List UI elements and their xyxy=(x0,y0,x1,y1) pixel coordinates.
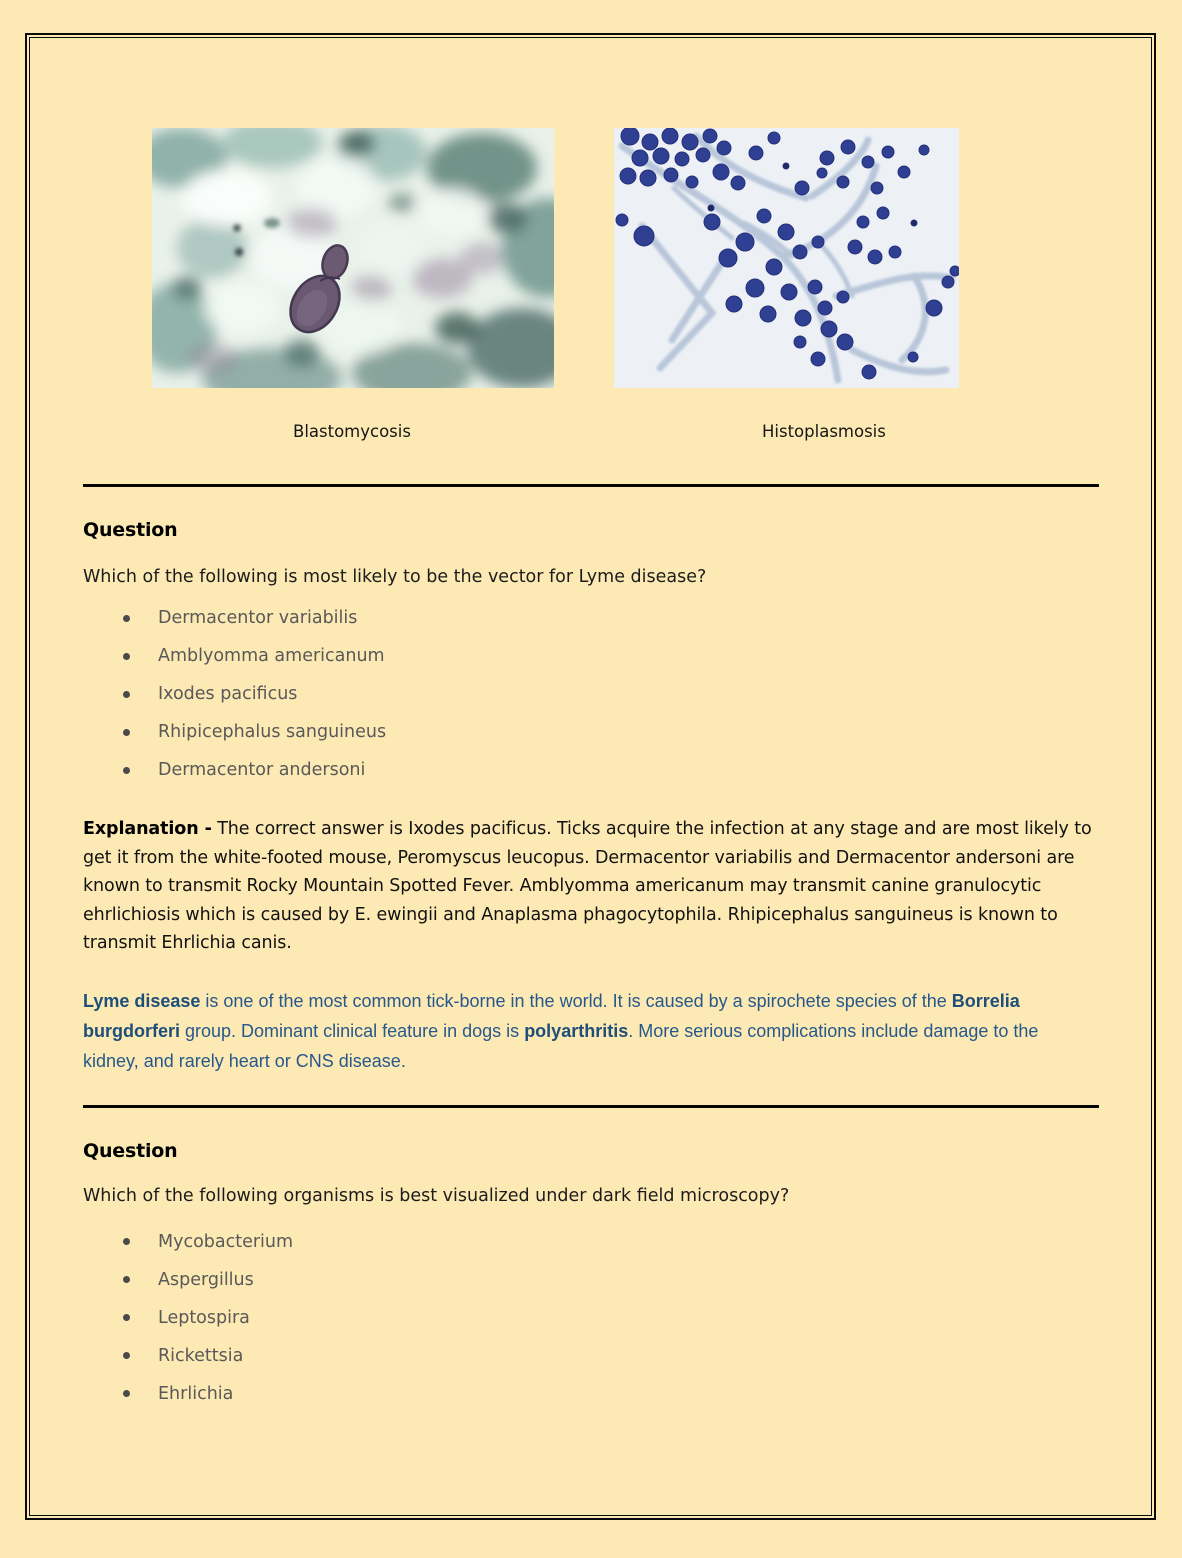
list-item xyxy=(83,599,1099,637)
caption-blastomycosis: Blastomycosis xyxy=(293,422,411,441)
option-label: Leptospira xyxy=(158,1307,250,1328)
list-item xyxy=(83,1299,1099,1337)
explanation-label: Explanation - xyxy=(83,819,212,839)
bullet-dot-icon xyxy=(123,691,130,698)
bullet-dot-icon xyxy=(123,1352,130,1359)
note-bold: Borrelia burgdorferi xyxy=(83,990,1020,1041)
option-label: Mycobacterium xyxy=(158,1231,294,1252)
explanation-text: The correct answer is Ixodes pacificus. Ticks acquire the infection at any stage and are most likely to get it from the white-footed mouse, Peromyscus leucopus. Dermacentor variabilis and Dermacentor andersoni are known to transmit Rocky Mountain Spotted Fever. Amblyomma americanum may transmit canine granulocytic ehrlichiosis which is caused by E. ewingii and Anaplasma phagocytophila. Rhipicephalus sanguineus is known to transmit Ehrlichia canis. xyxy=(83,819,1092,953)
list-item xyxy=(83,1375,1099,1413)
bullet-dot-icon xyxy=(123,1390,130,1397)
note-text: is one of the most common tick-borne in the world. It is caused by a spirochete species of the xyxy=(200,990,952,1011)
captions-row xyxy=(83,422,1099,444)
option-label: Dermacentor andersoni xyxy=(158,760,366,780)
option-label: Amblyomma americanum xyxy=(158,646,385,666)
option-label: Ehrlichia xyxy=(158,1383,234,1404)
blastomycosis-micrograph-image xyxy=(152,128,554,388)
question1-options xyxy=(83,599,1099,789)
option-label: Rhipicephalus sanguineus xyxy=(158,722,387,742)
bullet-dot-icon xyxy=(123,1314,130,1321)
explanation-paragraph xyxy=(83,815,1099,958)
bullet-dot-icon xyxy=(123,1238,130,1245)
option-label: Ixodes pacificus xyxy=(158,684,298,704)
list-item xyxy=(83,751,1099,789)
bullet-dot-icon xyxy=(123,653,130,660)
lyme-disease-note xyxy=(83,986,1099,1076)
option-label: Aspergillus xyxy=(158,1269,254,1290)
page-content xyxy=(29,37,1152,1516)
caption-histoplasmosis: Histoplasmosis xyxy=(762,422,886,441)
list-item xyxy=(83,1261,1099,1299)
note-text: group. Dominant clinical feature in dogs is xyxy=(180,1020,525,1041)
note-bold: polyarthritis xyxy=(524,1020,629,1041)
list-item xyxy=(83,1337,1099,1375)
question2-text: Which of the following organisms is best visualized under dark field microscopy? xyxy=(83,1185,790,1206)
question2-options xyxy=(83,1223,1099,1413)
figures-row xyxy=(152,128,1099,388)
option-label: Dermacentor variabilis xyxy=(158,608,358,628)
note-text: . More serious complications include damage to the kidney, and rarely heart or CNS disease. xyxy=(83,1020,1039,1071)
question2-heading: Question xyxy=(83,1139,178,1162)
list-item xyxy=(83,637,1099,675)
section-divider xyxy=(83,1105,1099,1108)
list-item xyxy=(83,1223,1099,1261)
list-item xyxy=(83,675,1099,713)
question1-text: Which of the following is most likely to be the vector for Lyme disease? xyxy=(83,567,707,587)
bullet-dot-icon xyxy=(123,615,130,622)
list-item xyxy=(83,713,1099,751)
bullet-dot-icon xyxy=(123,729,130,736)
bullet-dot-icon xyxy=(123,1276,130,1283)
option-label: Rickettsia xyxy=(158,1345,244,1366)
note-bold: Lyme disease xyxy=(83,990,201,1011)
bullet-dot-icon xyxy=(123,767,130,774)
page-border-frame xyxy=(25,33,1156,1520)
section-divider xyxy=(83,484,1099,487)
histoplasmosis-micrograph-image xyxy=(614,128,959,388)
question1-heading: Question xyxy=(83,519,178,541)
